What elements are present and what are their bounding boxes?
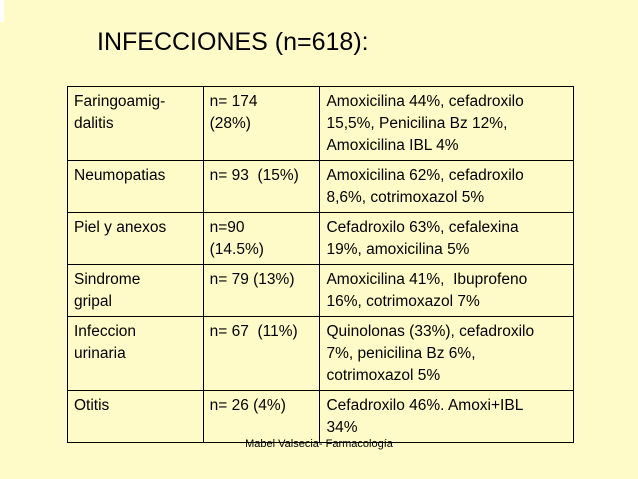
treatment-line: Amoxicilina 44%, cefadroxilo	[326, 93, 524, 110]
infection-line: Sindrome	[74, 271, 141, 288]
infection-line: dalitis	[74, 115, 114, 132]
treatment-cell	[320, 161, 574, 213]
count-line: n= 26 (4%)	[209, 397, 286, 414]
table-row	[68, 161, 574, 213]
treatment-cell	[320, 265, 574, 317]
count-cell	[203, 391, 320, 443]
count-cell	[203, 317, 320, 391]
treatment-line: 34%	[326, 419, 358, 436]
count-cell	[203, 161, 320, 213]
count-line: (28%)	[209, 115, 251, 132]
treatment-line: 15,5%, Penicilina Bz 12%,	[326, 115, 508, 132]
table-row	[68, 265, 574, 317]
count-line: n=90	[209, 219, 245, 236]
count-cell	[203, 213, 320, 265]
count-line: n= 174	[209, 93, 258, 110]
treatment-line: Amoxicilina 62%, cefadroxilo	[326, 167, 524, 184]
infection-line: Otitis	[74, 397, 110, 414]
count-cell	[203, 87, 320, 161]
table-row	[68, 391, 574, 443]
infection-line: Piel y anexos	[74, 219, 167, 236]
count-line: n= 67 (11%)	[209, 323, 298, 340]
treatment-cell	[320, 213, 574, 265]
treatment-line: 8,6%, cotrimoxazol 5%	[326, 189, 485, 206]
infection-cell	[68, 161, 204, 213]
infection-line: urinaria	[74, 345, 126, 362]
count-line: (14.5%)	[209, 241, 264, 258]
treatment-line: Cefadroxilo 46%. Amoxi+IBL	[326, 397, 524, 414]
infection-cell	[68, 317, 204, 391]
infection-cell	[68, 265, 204, 317]
infection-line: gripal	[74, 293, 112, 310]
corner-mark	[0, 0, 4, 22]
treatment-line: Cefadroxilo 63%, cefalexina	[326, 219, 519, 236]
treatment-line: 19%, amoxicilina 5%	[326, 241, 470, 258]
infections-table	[67, 86, 574, 443]
table-row	[68, 317, 574, 391]
treatment-line: 16%, cotrimoxazol 7%	[326, 293, 480, 310]
treatment-line: 7%, penicilina Bz 6%,	[326, 345, 476, 362]
treatment-cell	[320, 391, 574, 443]
infection-line: Faringoamig-	[74, 93, 166, 110]
treatment-line: Amoxicilina 41%, Ibuprofeno	[326, 271, 528, 288]
treatment-cell	[320, 317, 574, 391]
count-line: n= 79 (13%)	[209, 271, 295, 288]
treatment-cell	[320, 87, 574, 161]
infection-cell	[68, 213, 204, 265]
infection-cell	[68, 87, 204, 161]
table-row	[68, 213, 574, 265]
slide-title: INFECCIONES (n=618):	[97, 28, 369, 56]
treatment-line: Amoxicilina IBL 4%	[326, 137, 459, 154]
count-line: n= 93 (15%)	[209, 167, 299, 184]
infection-line: Infeccion	[74, 323, 137, 340]
footer-credit: Mabel Valsecia- Farmacología	[245, 438, 393, 450]
count-cell	[203, 265, 320, 317]
infection-cell	[68, 391, 204, 443]
infection-line: Neumopatias	[74, 167, 166, 184]
treatment-line: Quinolonas (33%), cefadroxilo	[326, 323, 535, 340]
treatment-line: cotrimoxazol 5%	[326, 367, 441, 384]
table-row	[68, 87, 574, 161]
